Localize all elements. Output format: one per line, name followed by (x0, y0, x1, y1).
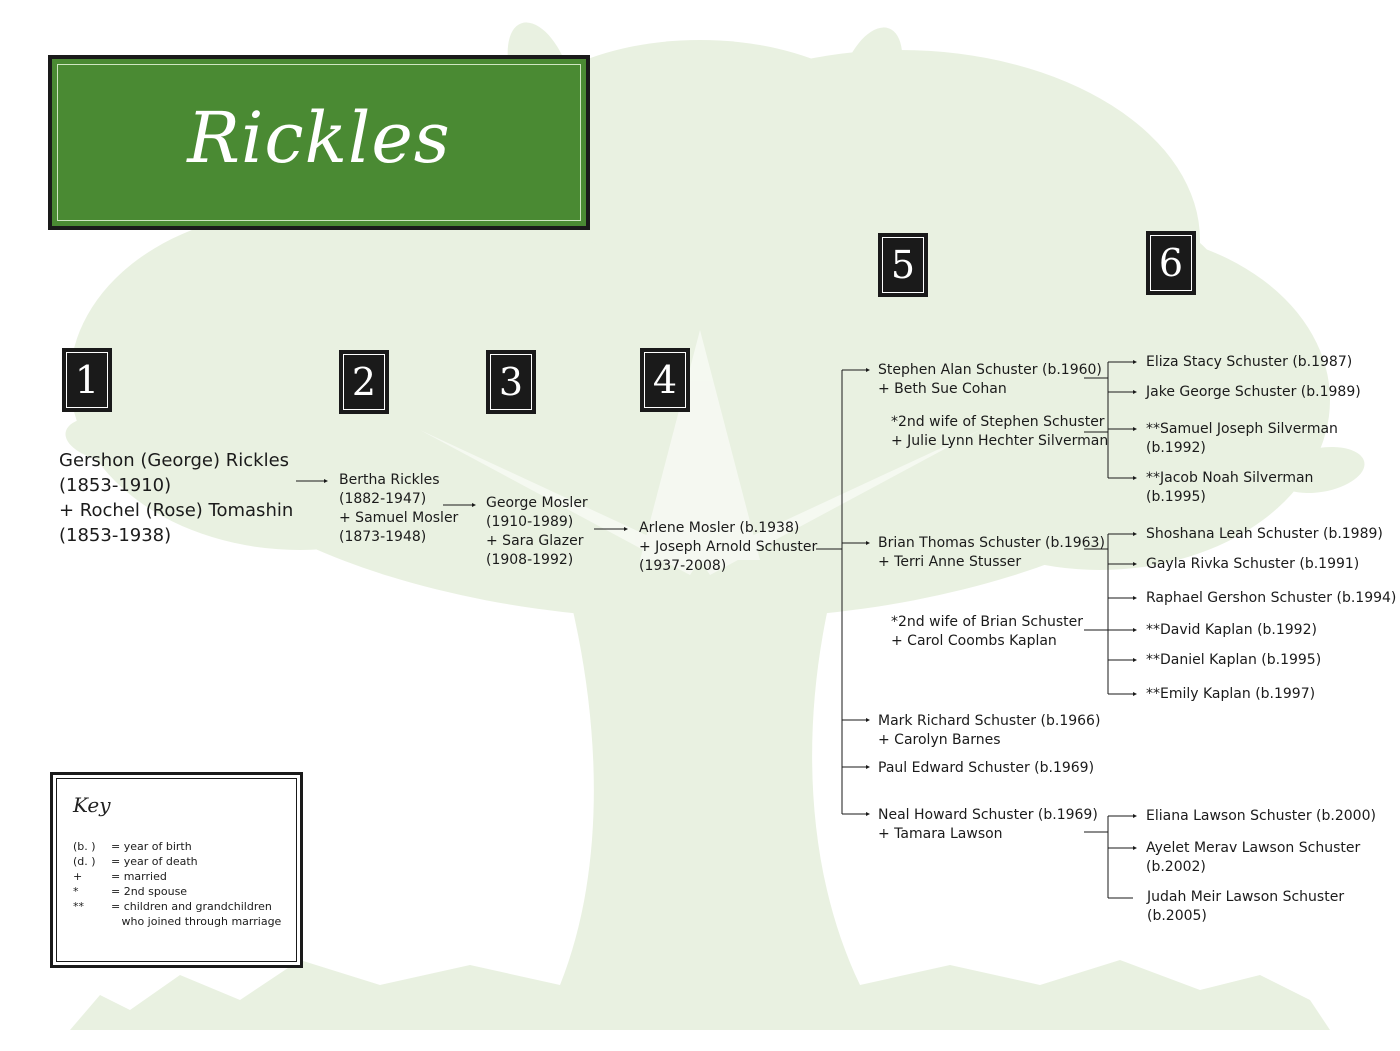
gen2-person: Bertha Rickles (1882-1947) + Samuel Mosler (1873-1948) (339, 472, 459, 545)
gen6-eliza: Eliza Stacy Schuster (b.1987) (1146, 354, 1353, 370)
key-row: who joined through marriage (111, 915, 282, 928)
key-title: Key (73, 793, 111, 817)
gen6-gayla: Gayla Rivka Schuster (b.1991) (1146, 556, 1360, 572)
gen6-david: **David Kaplan (b.1992) (1146, 622, 1317, 638)
gen6-ayelet: Ayelet Merav Lawson Schuster (b.2002) (1146, 840, 1361, 875)
key-row: * = 2nd spouse (73, 885, 188, 898)
gen5-paul: Paul Edward Schuster (b.1969) (878, 760, 1095, 776)
gen1-person: Gershon (George) Rickles (1853-1910) + Rochel (Rose) Tomashin (1853-1938) (59, 450, 294, 546)
generation-badge-4: 4 (640, 348, 690, 412)
generation-badge-3: 3 (486, 350, 536, 414)
gen4-person: Arlene Mosler (b.1938) + Joseph Arnold Schuster (1937-2008) (639, 520, 818, 574)
gen5-stephen: Stephen Alan Schuster (b.1960) + Beth Sue Cohan (878, 362, 1102, 397)
generation-badge-1: 1 (62, 348, 112, 412)
gen6-daniel: **Daniel Kaplan (b.1995) (1146, 652, 1322, 668)
key-row: + = married (73, 870, 167, 883)
key-row: (b. ) = year of birth (73, 840, 192, 853)
gen5-brian: Brian Thomas Schuster (b.1963) + Terri Anne Stusser (878, 535, 1105, 570)
family-title: Rickles (187, 97, 451, 179)
gen5-neal: Neal Howard Schuster (b.1969) + Tamara Lawson (878, 807, 1098, 842)
key-row: ** = children and grandchildren (73, 900, 272, 913)
gen5-mark: Mark Richard Schuster (b.1966) + Carolyn Barnes (878, 713, 1101, 748)
gen6-samuel: **Samuel Joseph Silverman (b.1992) (1146, 421, 1338, 456)
gen6-eliana: Eliana Lawson Schuster (b.2000) (1146, 808, 1376, 824)
key-row: (d. ) = year of death (73, 855, 198, 868)
gen6-raphael: Raphael Gershon Schuster (b.1994) (1146, 590, 1397, 606)
gen3-person: George Mosler (1910-1989) + Sara Glazer (1908-1992) (486, 495, 588, 568)
title-banner (48, 55, 590, 230)
key-legend (50, 772, 303, 968)
generation-badge-2: 2 (339, 350, 389, 414)
generation-badge-6: 6 (1146, 231, 1196, 295)
gen6-jacob: **Jacob Noah Silverman (b.1995) (1146, 470, 1314, 505)
gen6-shoshana: Shoshana Leah Schuster (b.1989) (1146, 526, 1383, 542)
gen5-stephen-second-wife: *2nd wife of Stephen Schuster + Julie Lynn Hechter Silverman (891, 414, 1109, 449)
gen6-judah: Judah Meir Lawson Schuster (b.2005) (1147, 889, 1345, 924)
gen6-jake: Jake George Schuster (b.1989) (1146, 384, 1361, 400)
generation-badge-5: 5 (878, 233, 928, 297)
gen5-brian-second-wife: *2nd wife of Brian Schuster + Carol Coombs Kaplan (891, 614, 1084, 649)
gen6-emily: **Emily Kaplan (b.1997) (1146, 686, 1316, 702)
